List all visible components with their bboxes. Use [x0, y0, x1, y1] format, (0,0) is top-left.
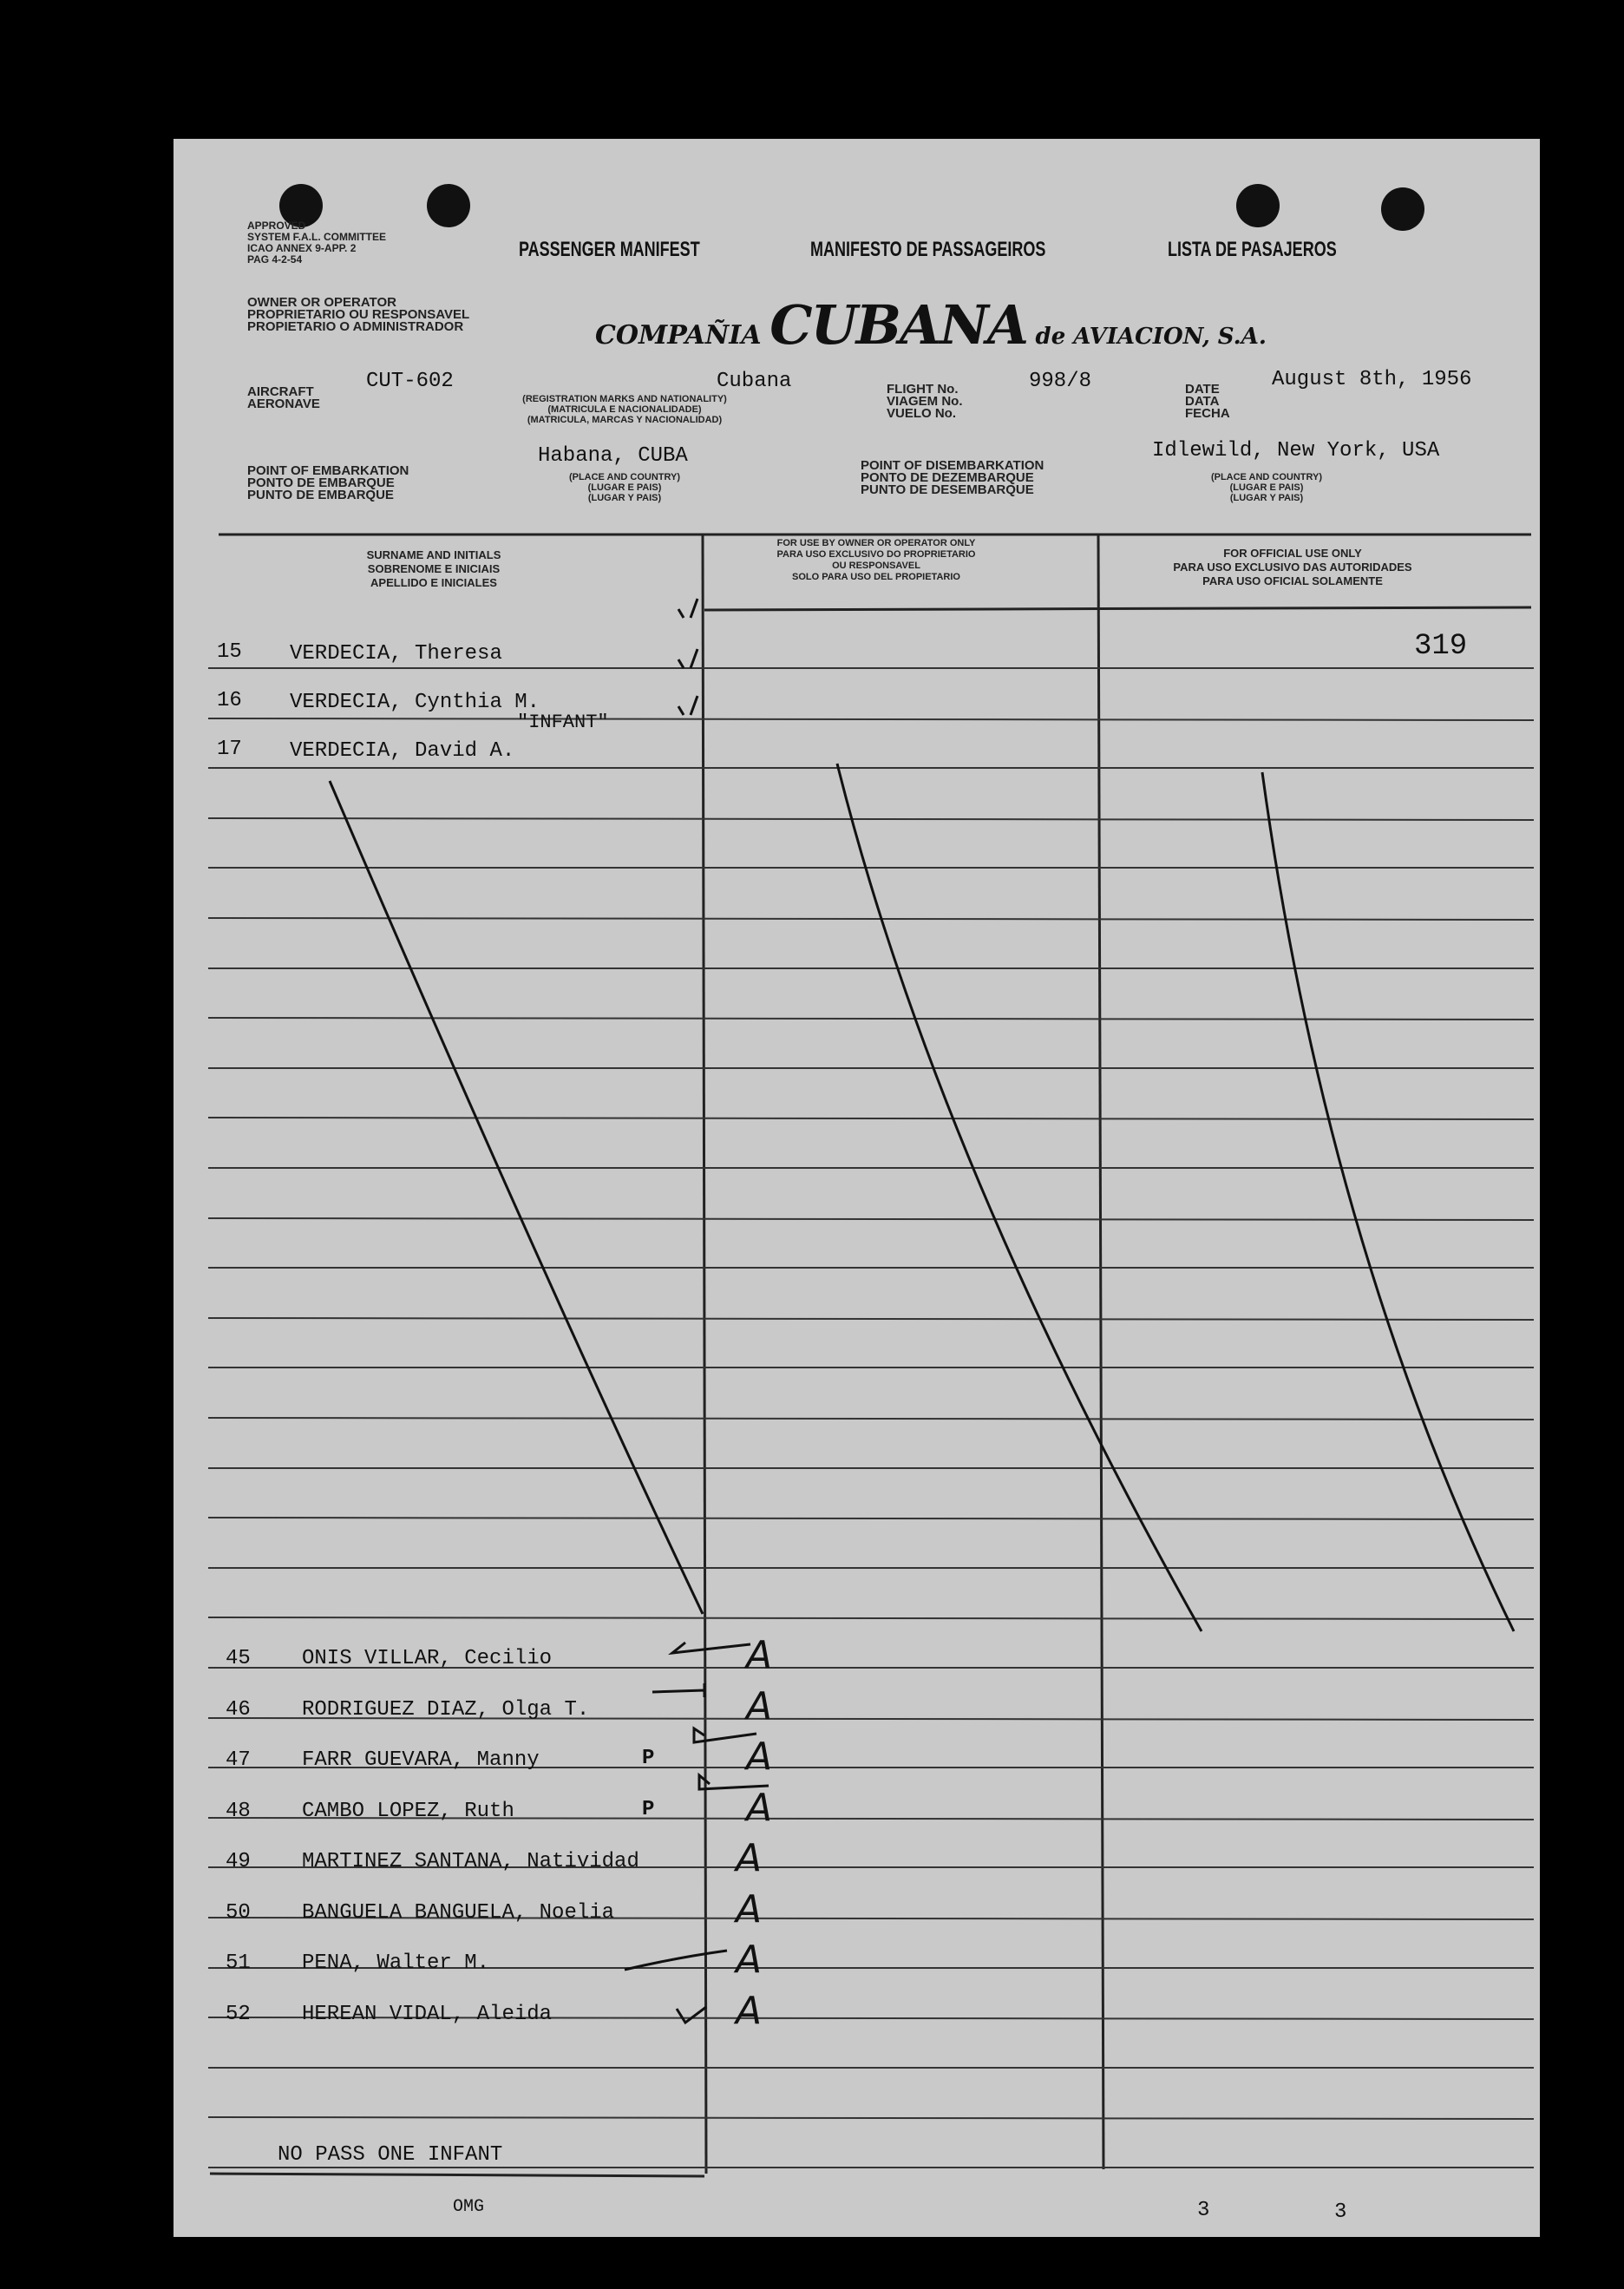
handwritten-mark: A: [736, 1836, 763, 1880]
infant-note: "INFANT": [517, 712, 609, 733]
passenger-mark: P: [642, 1747, 655, 1770]
passenger-name: ONIS VILLAR, Cecilio: [302, 1647, 553, 1670]
handwritten-mark: A: [736, 1886, 763, 1932]
passenger-name: VERDECIA, Cynthia M.: [290, 691, 540, 714]
date-value: August 8th, 1956: [1272, 368, 1472, 391]
passenger-number: 50: [226, 1900, 251, 1925]
column-header-official: FOR OFFICIAL USE ONLY PARA USO EXCLUSIVO DAS AUTORIDADES PARA USO OFICIAL SOLAMENTE: [1173, 547, 1412, 587]
passenger-name: BANGUELA BANGUELA, Noelia: [302, 1900, 615, 1925]
operator-logo: COMPAÑIA CUBANA de AVIACION, S.A.: [595, 293, 1267, 357]
passenger-number: 48: [226, 1799, 251, 1823]
handwritten-mark: A: [736, 1938, 763, 1982]
passenger-number: 47: [226, 1748, 251, 1772]
title-portuguese: MANIFESTO DE PASSAGEIROS: [810, 238, 1046, 261]
passenger-number: 49: [226, 1850, 251, 1873]
approval-block: APPROVED SYSTEM F.A.L. COMMITTEE ICAO ANNEX 9-APP. 2 PAG 4-2-54: [247, 220, 387, 266]
official-number: 319: [1414, 630, 1468, 663]
passenger-number: 17: [217, 738, 242, 761]
disembarkation-value: Idlewild, New York, USA: [1152, 439, 1440, 462]
passenger-number: 16: [217, 689, 242, 712]
passenger-name: VERDECIA, David A.: [290, 739, 515, 763]
page-number: 3: [1334, 2200, 1347, 2224]
page-number: 3: [1197, 2199, 1210, 2222]
flight-number: 998/8: [1029, 370, 1092, 393]
owner-label: OWNER OR OPERATOR PROPRIETARIO OU RESPONSAVEL PROPIETARIO O ADMINISTRADOR: [247, 295, 470, 334]
passenger-number: 45: [226, 1647, 251, 1670]
passenger-number: 51: [226, 1951, 251, 1975]
footer-initials: OMG: [453, 2197, 485, 2217]
aircraft-label: AIRCRAFT AERONAVE: [247, 384, 320, 411]
embarkation-label: POINT OF EMBARKATION PONTO DE EMBARQUE PUNTO DE EMBARQUE: [247, 463, 409, 502]
handwritten-mark: A: [746, 1633, 773, 1677]
handwritten-mark: A: [736, 1988, 763, 2033]
flight-label: FLIGHT No. VIAGEM No. VUELO No.: [887, 382, 963, 421]
manifest-sheet: [174, 139, 1540, 2237]
passenger-name: VERDECIA, Theresa: [290, 642, 502, 666]
passenger-name: RODRIGUEZ DIAZ, Olga T.: [302, 1697, 590, 1722]
embarkation-sublabel: (PLACE AND COUNTRY) (LUGAR E PAIS) (LUGAR Y PAIS): [568, 472, 681, 503]
passenger-name: FARR GUEVARA, Manny: [302, 1748, 540, 1772]
column-header-surname: SURNAME AND INITIALS SOBRENOME E INICIAIS APELLIDO E INICIALES: [366, 548, 501, 589]
date-label: DATE DATA FECHA: [1185, 382, 1230, 421]
title-english: PASSENGER MANIFEST: [519, 238, 700, 261]
passenger-number: 15: [217, 640, 242, 664]
disembarkation-label: POINT OF DISEMBARKATION PONTO DE DEZEMBARQUE PUNTO DE DESEMBARQUE: [861, 458, 1044, 497]
handwritten-mark: A: [746, 1785, 773, 1830]
footer-note: NO PASS ONE INFANT: [278, 2143, 503, 2167]
embarkation-value: Habana, CUBA: [538, 444, 688, 468]
passenger-number: 52: [226, 2002, 251, 2026]
handwritten-mark: A: [746, 1683, 773, 1728]
passenger-name: CAMBO LOPEZ, Ruth: [302, 1799, 514, 1823]
column-header-owner: FOR USE BY OWNER OR OPERATOR ONLY PARA USO EXCLUSIVO DO PROPRIETARIO OU RESPONSAVEL SOLO PARA USO DEL PROPIETARIO: [776, 538, 976, 582]
aircraft-sublabel: (REGISTRATION MARKS AND NATIONALITY) (MATRICULA E NACIONALIDADE) (MATRICULA, MARCAS Y NACIONALIDAD): [522, 394, 727, 425]
title-spanish: LISTA DE PASAJEROS: [1168, 238, 1337, 261]
passenger-number: 46: [226, 1697, 251, 1722]
passenger-name: HEREAN VIDAL, Aleida: [302, 2002, 553, 2026]
passenger-mark: P: [642, 1797, 655, 1821]
disembarkation-sublabel: (PLACE AND COUNTRY) (LUGAR E PAIS) (LUGAR Y PAIS): [1210, 472, 1323, 503]
passenger-name: MARTINEZ SANTANA, Natividad: [302, 1850, 639, 1873]
passenger-name: PENA, Walter M.: [302, 1951, 490, 1975]
handwritten-mark: A: [746, 1735, 773, 1779]
aircraft-registration: CUT-602: [366, 370, 454, 393]
aircraft-nationality: Cubana: [717, 370, 792, 393]
